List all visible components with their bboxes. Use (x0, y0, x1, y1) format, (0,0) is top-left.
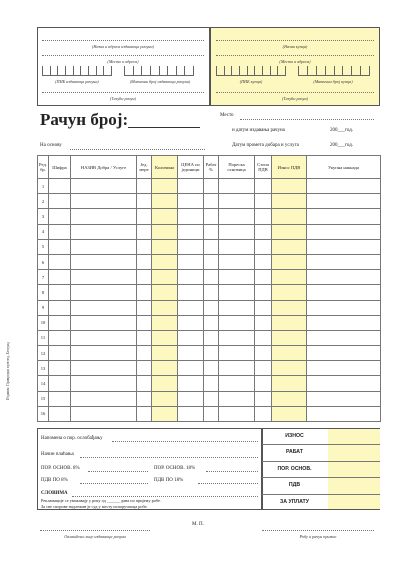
table-cell[interactable] (219, 224, 255, 239)
total-label: ЗА УПЛАТУ (280, 498, 309, 505)
issuer-mb-caption: (Матични број издаваоца рачуна) (129, 79, 191, 84)
table-row (38, 270, 381, 285)
table-cell[interactable] (219, 376, 255, 391)
total-value-field[interactable] (327, 461, 380, 477)
table-cell[interactable] (178, 376, 204, 391)
buyer-place-caption: (Место и адреса) (279, 59, 311, 64)
table-cell[interactable] (219, 209, 255, 224)
issuer-place-caption: (Место и адреса) (107, 59, 139, 64)
table-cell[interactable] (49, 361, 71, 376)
table-cell[interactable] (49, 224, 71, 239)
issuer-mb-combs[interactable] (124, 66, 194, 75)
in-words-field[interactable] (72, 496, 258, 497)
table-row (38, 406, 381, 421)
table-cell[interactable] (219, 391, 255, 406)
table-cell[interactable] (219, 285, 255, 300)
table-cell[interactable] (219, 346, 255, 361)
table-cell[interactable] (152, 194, 178, 209)
table-cell[interactable] (71, 391, 137, 406)
table-cell[interactable] (152, 254, 178, 269)
table-cell[interactable] (71, 224, 137, 239)
table-cell[interactable] (272, 194, 307, 209)
table-cell[interactable] (307, 179, 381, 194)
table-cell[interactable] (178, 239, 204, 254)
table-cell[interactable] (219, 315, 255, 330)
table-cell[interactable] (204, 346, 219, 361)
table-cell[interactable] (219, 330, 255, 345)
table-cell[interactable] (152, 285, 178, 300)
table-cell[interactable] (71, 209, 137, 224)
table-cell[interactable] (178, 270, 204, 285)
table-cell[interactable] (137, 224, 152, 239)
table-row (38, 361, 381, 376)
table-cell[interactable] (152, 270, 178, 285)
table-cell[interactable] (307, 300, 381, 315)
table-cell[interactable] (307, 406, 381, 421)
table-cell[interactable] (137, 270, 152, 285)
table-cell[interactable] (219, 300, 255, 315)
col-description: НАЗИВ Добра / Услуге (71, 156, 137, 179)
table-cell[interactable] (255, 224, 272, 239)
table-row (38, 300, 381, 315)
table-cell[interactable] (272, 254, 307, 269)
table-row (38, 239, 381, 254)
table-cell[interactable] (71, 300, 137, 315)
table-cell[interactable] (137, 346, 152, 361)
table-cell[interactable] (49, 239, 71, 254)
row-number: 14 (38, 376, 49, 391)
table-cell[interactable] (152, 209, 178, 224)
table-cell[interactable] (49, 270, 71, 285)
table-cell[interactable] (255, 239, 272, 254)
table-cell[interactable] (255, 179, 272, 194)
table-cell[interactable] (219, 194, 255, 209)
table-cell[interactable] (178, 346, 204, 361)
table-cell[interactable] (71, 239, 137, 254)
signature-right-line[interactable] (262, 530, 374, 531)
table-row (38, 209, 381, 224)
table-cell[interactable] (49, 346, 71, 361)
col-quantity: Количина (152, 156, 178, 179)
buyer-name-caption: (Назив купца) (282, 44, 308, 49)
table-cell[interactable] (204, 179, 219, 194)
vat-8-label: ПДВ ПО 8% (41, 478, 68, 483)
table-cell[interactable] (178, 315, 204, 330)
invoice-title: Рачун број: (40, 110, 129, 129)
row-number: 8 (38, 285, 49, 300)
table-cell[interactable] (272, 224, 307, 239)
col-tax-base: Пореска основица (219, 156, 255, 179)
table-cell[interactable] (49, 300, 71, 315)
table-cell[interactable] (272, 315, 307, 330)
table-cell[interactable] (204, 361, 219, 376)
place-label: Место (220, 113, 234, 118)
tax-exemption-field[interactable] (112, 441, 258, 442)
table-cell[interactable] (219, 254, 255, 269)
table-row (38, 285, 381, 300)
table-cell[interactable] (178, 179, 204, 194)
table-cell[interactable] (255, 391, 272, 406)
col-unit: Јед. мере (137, 156, 152, 179)
table-cell[interactable] (178, 391, 204, 406)
issue-date-label: и датум издавања рачуна (232, 128, 285, 133)
buyer-pib-caption: (ПИБ купца) (239, 79, 263, 84)
table-row (38, 315, 381, 330)
row-number: 1 (38, 179, 49, 194)
row-number: 10 (38, 315, 49, 330)
table-cell[interactable] (204, 376, 219, 391)
table-row (38, 194, 381, 209)
table-cell[interactable] (204, 300, 219, 315)
table-cell[interactable] (255, 285, 272, 300)
table-cell[interactable] (137, 391, 152, 406)
items-table (37, 155, 381, 422)
col-vat-amount: Износ ПДВ (272, 156, 307, 179)
delivery-year-label: 200___год. (330, 143, 354, 148)
row-number: 5 (38, 239, 49, 254)
table-cell[interactable] (307, 239, 381, 254)
claims-note-1: Рекламације се уважавају у року од ______ дана по пријему робе. (41, 498, 162, 503)
table-cell[interactable] (137, 194, 152, 209)
table-cell[interactable] (307, 346, 381, 361)
signature-left-caption: Овлашћено лице издаваоца рачуна (64, 534, 126, 539)
total-value-field[interactable] (327, 444, 380, 460)
basis-field[interactable] (70, 149, 205, 150)
table-header-row (38, 156, 381, 179)
basis-label: На основу (40, 143, 62, 148)
total-label: ИЗНОС (285, 433, 304, 439)
table-cell[interactable] (272, 361, 307, 376)
table-cell[interactable] (71, 361, 137, 376)
table-cell[interactable] (137, 361, 152, 376)
issuer-pib-combs[interactable] (42, 66, 112, 75)
table-cell[interactable] (152, 330, 178, 345)
payment-method-label: Начин плаћања (41, 452, 74, 457)
table-cell[interactable] (137, 209, 152, 224)
table-cell[interactable] (49, 179, 71, 194)
table-cell[interactable] (137, 406, 152, 421)
table-cell[interactable] (152, 406, 178, 421)
table-cell[interactable] (152, 315, 178, 330)
table-cell[interactable] (49, 391, 71, 406)
table-cell[interactable] (71, 254, 137, 269)
table-cell[interactable] (49, 406, 71, 421)
table-cell[interactable] (204, 285, 219, 300)
table-cell[interactable] (272, 330, 307, 345)
table-cell[interactable] (49, 376, 71, 391)
total-label: РАБАТ (286, 449, 303, 456)
table-cell[interactable] (219, 270, 255, 285)
issuer-pib-caption: (ПИБ издаваоца рачуна) (55, 79, 99, 84)
table-cell[interactable] (178, 285, 204, 300)
table-cell[interactable] (152, 361, 178, 376)
table-cell[interactable] (178, 330, 204, 345)
table-cell[interactable] (272, 239, 307, 254)
table-cell[interactable] (71, 194, 137, 209)
issuer-account-caption: (Текући рачун) (110, 96, 136, 101)
table-cell[interactable] (204, 391, 219, 406)
tax-base-18-label: ПОР. ОСНОВ. 18% (154, 466, 196, 471)
table-cell[interactable] (178, 224, 204, 239)
table-cell[interactable] (71, 179, 137, 194)
table-cell[interactable] (307, 315, 381, 330)
table-row (38, 376, 381, 391)
table-cell[interactable] (204, 330, 219, 345)
table-cell[interactable] (71, 406, 137, 421)
table-cell[interactable] (307, 391, 381, 406)
row-number: 16 (38, 406, 49, 421)
publisher-note: Издавач: Привредни преглед, Београд (6, 342, 10, 400)
signature-left-line[interactable] (40, 530, 150, 531)
table-cell[interactable] (137, 239, 152, 254)
table-cell[interactable] (178, 406, 204, 421)
table-cell[interactable] (307, 254, 381, 269)
table-cell[interactable] (255, 361, 272, 376)
table-cell[interactable] (255, 270, 272, 285)
table-cell[interactable] (255, 346, 272, 361)
table-cell[interactable] (152, 391, 178, 406)
invoice-number-field[interactable] (128, 127, 200, 128)
table-row (38, 346, 381, 361)
table-row (38, 391, 381, 406)
tax-exemption-label: Напомена о пор. ослобађању (41, 436, 103, 441)
table-cell[interactable] (272, 406, 307, 421)
row-number: 4 (38, 224, 49, 239)
col-ordinal: Ред. бр. (38, 156, 49, 179)
table-cell[interactable] (255, 315, 272, 330)
table-cell[interactable] (255, 376, 272, 391)
col-code: Шифра (49, 156, 71, 179)
table-cell[interactable] (219, 406, 255, 421)
table-cell[interactable] (272, 391, 307, 406)
table-cell[interactable] (272, 270, 307, 285)
table-cell[interactable] (137, 376, 152, 391)
row-number: 9 (38, 300, 49, 315)
col-total: Укупна накнада (307, 156, 381, 179)
vat-18-label: ПДВ ПО 18% (154, 478, 184, 483)
table-cell[interactable] (255, 406, 272, 421)
table-cell[interactable] (71, 285, 137, 300)
table-cell[interactable] (137, 254, 152, 269)
row-number: 2 (38, 194, 49, 209)
stamp-label: М. П. (192, 522, 204, 527)
table-cell[interactable] (307, 285, 381, 300)
total-label: ПДВ (288, 482, 301, 489)
table-cell[interactable] (204, 239, 219, 254)
in-words-label: СЛОВИМА (41, 491, 68, 496)
table-cell[interactable] (49, 285, 71, 300)
table-cell[interactable] (152, 346, 178, 361)
table-cell[interactable] (219, 179, 255, 194)
table-cell[interactable] (71, 270, 137, 285)
row-number: 3 (38, 209, 49, 224)
col-vat-rate: Стопа ПДВ (255, 156, 272, 179)
total-value-field[interactable] (327, 494, 380, 510)
table-cell[interactable] (272, 346, 307, 361)
table-cell[interactable] (204, 194, 219, 209)
table-cell[interactable] (219, 239, 255, 254)
issuer-name-caption: (Назив и адреса издаваоца рачуна) (92, 44, 154, 49)
table-cell[interactable] (178, 209, 204, 224)
table-cell[interactable] (272, 285, 307, 300)
table-cell[interactable] (49, 315, 71, 330)
table-cell[interactable] (307, 209, 381, 224)
table-row (38, 330, 381, 345)
table-cell[interactable] (152, 300, 178, 315)
table-cell[interactable] (49, 194, 71, 209)
table-cell[interactable] (71, 376, 137, 391)
col-discount: Рабат % (204, 156, 219, 179)
table-cell[interactable] (219, 361, 255, 376)
buyer-pib-combs[interactable] (216, 66, 286, 75)
table-cell[interactable] (178, 361, 204, 376)
claims-note-2: За све спорове надлежан је суд у месту испоручиоца робе. (41, 504, 148, 509)
total-value-field[interactable] (327, 428, 380, 444)
delivery-date-label: Датум промета добара и услуга (232, 143, 299, 148)
table-cell[interactable] (204, 209, 219, 224)
table-cell[interactable] (137, 179, 152, 194)
total-label: ПОР. ОСНОВ. (277, 465, 312, 472)
buyer-mb-combs[interactable] (298, 66, 370, 75)
row-number: 11 (38, 330, 49, 345)
table-cell[interactable] (204, 315, 219, 330)
table-cell[interactable] (255, 209, 272, 224)
total-value-field[interactable] (327, 477, 380, 493)
buyer-account-caption: (Текући рачун) (282, 96, 308, 101)
table-cell[interactable] (255, 194, 272, 209)
row-number: 15 (38, 391, 49, 406)
table-cell[interactable] (255, 330, 272, 345)
table-cell[interactable] (255, 300, 272, 315)
table-cell[interactable] (71, 315, 137, 330)
table-cell[interactable] (204, 406, 219, 421)
signature-right-caption: Робу и рачун примио (299, 534, 337, 539)
table-cell[interactable] (307, 376, 381, 391)
table-row (38, 254, 381, 269)
place-field[interactable] (240, 119, 374, 120)
table-cell[interactable] (152, 224, 178, 239)
table-cell[interactable] (137, 315, 152, 330)
table-cell[interactable] (272, 376, 307, 391)
table-cell[interactable] (307, 361, 381, 376)
table-cell[interactable] (204, 254, 219, 269)
table-cell[interactable] (71, 330, 137, 345)
table-cell[interactable] (307, 270, 381, 285)
payment-method-field[interactable] (80, 457, 258, 458)
issue-year-label: 200___год. (330, 128, 354, 133)
table-cell[interactable] (49, 330, 71, 345)
table-cell[interactable] (49, 209, 71, 224)
table-cell[interactable] (272, 209, 307, 224)
table-cell[interactable] (137, 330, 152, 345)
buyer-mb-caption: (Матични број купца) (313, 79, 353, 84)
row-number: 12 (38, 346, 49, 361)
table-cell[interactable] (255, 254, 272, 269)
table-row (38, 224, 381, 239)
table-cell[interactable] (307, 224, 381, 239)
table-cell[interactable] (204, 270, 219, 285)
table-cell[interactable] (152, 239, 178, 254)
table-cell[interactable] (71, 346, 137, 361)
table-row (38, 179, 381, 194)
table-cell[interactable] (307, 330, 381, 345)
table-cell[interactable] (272, 179, 307, 194)
table-cell[interactable] (178, 300, 204, 315)
table-cell[interactable] (137, 300, 152, 315)
table-cell[interactable] (178, 194, 204, 209)
row-number: 7 (38, 270, 49, 285)
table-cell[interactable] (307, 194, 381, 209)
table-cell[interactable] (178, 254, 204, 269)
table-cell[interactable] (204, 224, 219, 239)
row-number: 6 (38, 254, 49, 269)
row-number: 13 (38, 361, 49, 376)
table-cell[interactable] (272, 300, 307, 315)
tax-base-8-label: ПОР. ОСНОВ. 8% (41, 466, 80, 471)
table-cell[interactable] (152, 179, 178, 194)
col-unit-price: ЦЕНА по јединици (178, 156, 204, 179)
table-cell[interactable] (152, 376, 178, 391)
table-cell[interactable] (137, 285, 152, 300)
table-cell[interactable] (49, 254, 71, 269)
